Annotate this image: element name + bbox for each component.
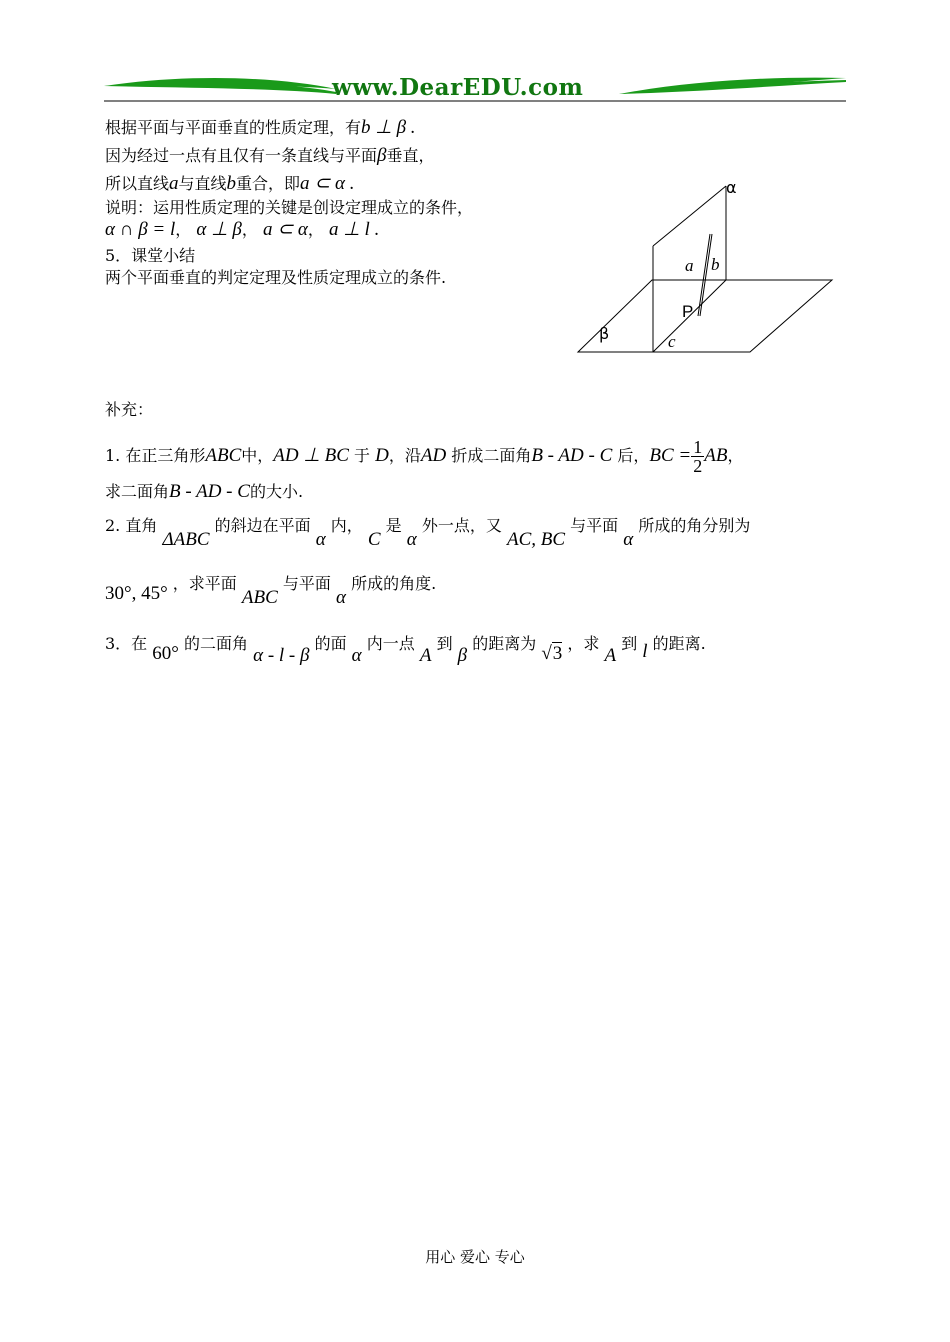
- fraction-one-half: $\frac{1}{2}$: [693, 437, 703, 476]
- label-c: c: [668, 332, 676, 351]
- theorem-line-2: 因为经过一点有且仅有一条直线与平面β垂直，: [105, 145, 435, 166]
- planes-diagram: [570, 176, 840, 358]
- line-b: [700, 234, 712, 316]
- problem-1-line-1: 1. 在正三角形ABC中，AD ⊥ BC 于 D，沿AD 折成二面角B - AD - C 后，BC = $\frac{1}{2}$ AB，: [105, 437, 744, 476]
- label-b: b: [711, 255, 720, 274]
- planes-diagram-svg: [570, 176, 840, 358]
- theorem-line-3: 所以直线a与直线b重合，即a ⊂ α .: [105, 173, 355, 194]
- problem-1-line-2: 求二面角B - AD - C的大小.: [105, 481, 304, 502]
- page-footer: 用心 爱心 专心: [425, 1248, 525, 1266]
- problem-3: 3．在 60° 的二面角 α - l - β 的面 α 内一点 A 到 β 的距离为 √3 ，求 A 到 l 的距离.: [105, 634, 706, 666]
- summary-text: 两个平面垂直的判定定理及性质定理成立的条件.: [105, 268, 447, 287]
- plane-beta: [578, 280, 832, 352]
- theorem-line-1: 根据平面与平面垂直的性质定理，有b ⊥ β .: [105, 117, 416, 138]
- problem-2-line-1: 2. 直角 ΔABC 的斜边在平面 α 内， C 是 α 外一点，又 AC, BC 与平面 α 所成的角分别为: [105, 516, 751, 550]
- plane-alpha-top-edge: [653, 186, 726, 246]
- supplement-heading: 补充：: [105, 400, 154, 419]
- logo-text: www.DearEDU.com: [332, 74, 584, 101]
- line-a: [698, 234, 710, 316]
- label-beta: β: [599, 324, 610, 343]
- summary-heading: 5．课堂小结: [105, 246, 196, 265]
- label-P: P: [682, 302, 694, 321]
- label-a: a: [685, 256, 694, 275]
- header-logo: [104, 72, 846, 104]
- label-alpha: α: [726, 178, 737, 197]
- note-line: 说明：运用性质定理的关键是创设定理成立的条件，: [105, 198, 474, 217]
- problem-2-line-2: 30°, 45° ，求平面 ABC 与平面 α 所成的角度.: [105, 574, 437, 608]
- sqrt-three: √3: [541, 643, 563, 664]
- conditions-line: α ∩ β = l， α ⊥ β， a ⊂ α， a ⊥ l .: [105, 219, 380, 240]
- math-b-perp-beta: b ⊥ β .: [361, 117, 416, 138]
